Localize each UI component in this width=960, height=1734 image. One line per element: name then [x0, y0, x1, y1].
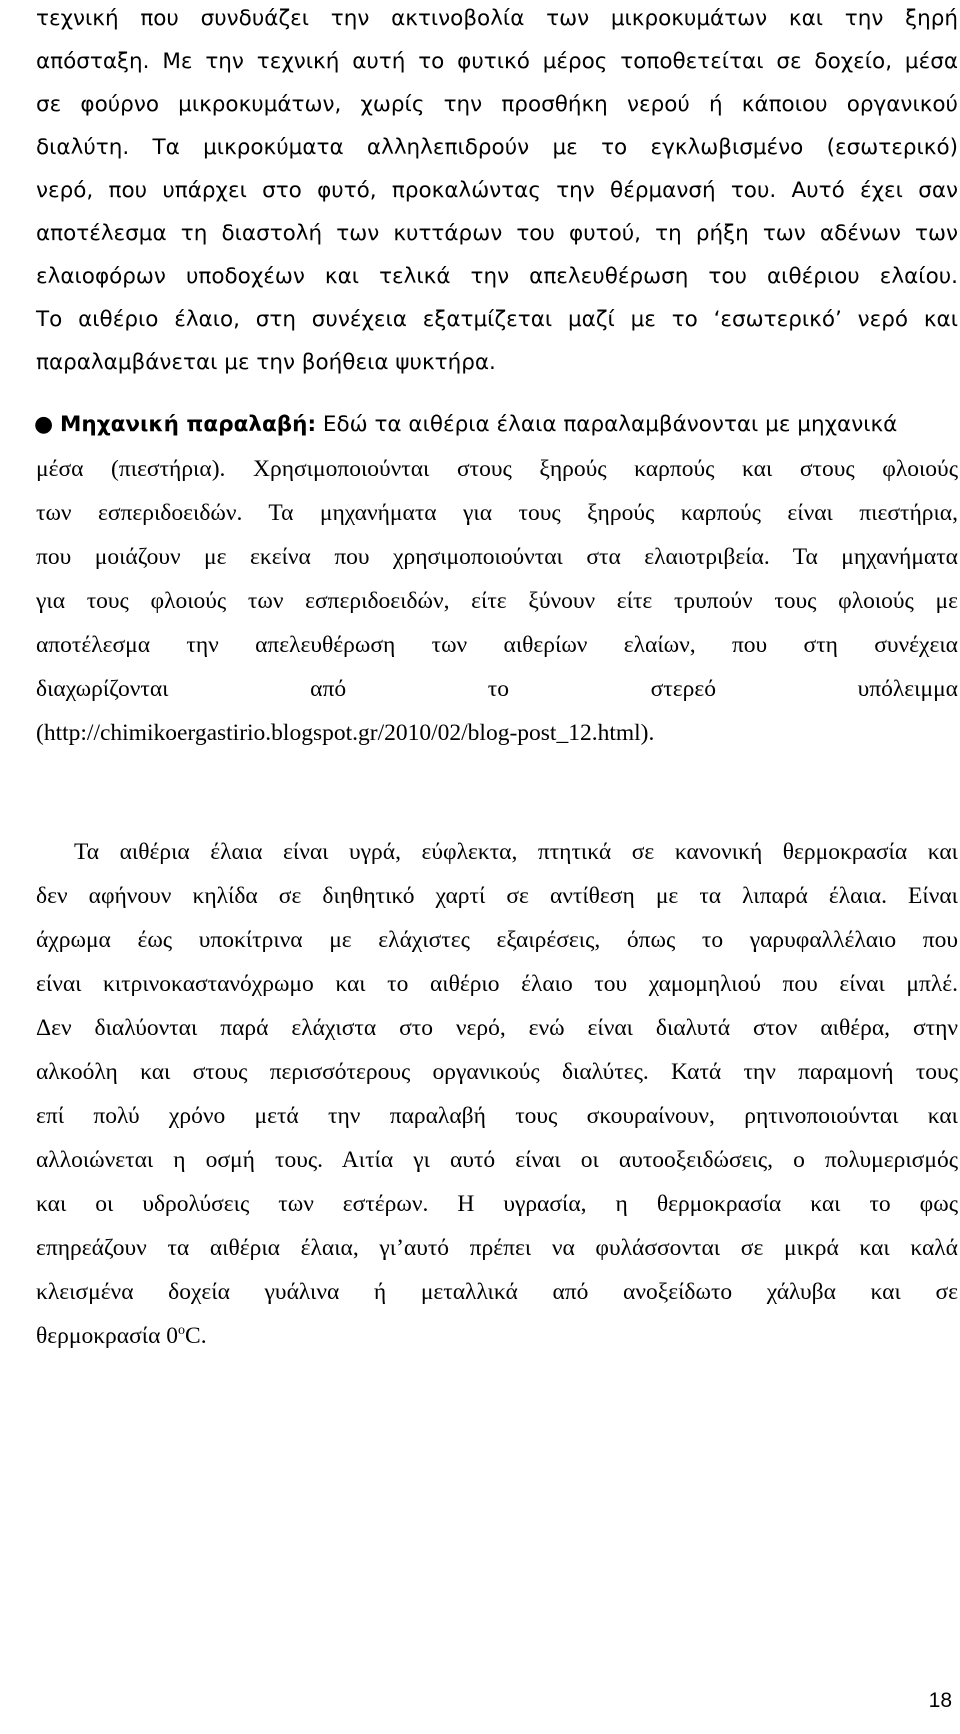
paragraph-line: είναι κιτρινοκαστανόχρωμο και το αιθέριο έλαιο του χαμομηλιού που είναι μπλέ. [36, 971, 958, 997]
source-url: (http://chimikoergastirio.blogspot.gr/2010/02/blog-post_12.html). [36, 720, 655, 746]
paragraph-line: αποτέλεσμα τη διαστολή των κυττάρων του φυτού, τη ρήξη των αδένων των [36, 221, 958, 246]
paragraph-line: διαλύτη. Τα μικροκύματα αλληλεπιδρούν με το εγκλωβισμένο (εσωτερικό) [36, 135, 958, 160]
paragraph-line: επί πολύ χρόνο μετά την παραλαβή τους σκουραίνουν, ρητινοποιούνται και [36, 1103, 958, 1129]
degree-sup: o [178, 1323, 186, 1338]
paragraph-line: άχρωμα έως υποκίτρινα με ελάχιστες εξαιρέσεις, όπως το γαρυφαλλέλαιο που [36, 927, 958, 953]
paragraph-line: παραλαμβάνεται με την βοήθεια ψυκτήρα. [36, 350, 496, 375]
paragraph-line: δεν αφήνουν κηλίδα σε διηθητικό χαρτί σε αντίθεση με τα λιπαρά έλαια. Είναι [36, 883, 958, 909]
paragraph-line: κλεισμένα δοχεία γυάλινα ή μεταλλικά από ανοξείδωτο χάλυβα και σε [36, 1279, 958, 1305]
paragraph-line: τεχνική που συνδυάζει την ακτινοβολία των μικροκυμάτων και την ξηρή [36, 6, 958, 31]
bullet-dot-icon: ● [34, 412, 54, 437]
bullet-line: των εσπεριδοειδών. Τα μηχανήματα για τους ξηρούς καρπούς είναι πιεστήρια, [36, 500, 958, 526]
paragraph-line: απόσταξη. Με την τεχνική αυτή το φυτικό μέρος τοποθετείται σε δοχείο, μέσα [36, 49, 958, 74]
bullet-line: μέσα (πιεστήρια). Χρησιμοποιούνται στους ξηρούς καρπούς και στους φλοιούς [36, 456, 958, 482]
bullet-line: για τους φλοιούς των εσπεριδοειδών, είτε ξύνουν είτε τρυπούν τους φλοιούς με [36, 588, 958, 614]
temperature-text: θερμοκρασία 0 [36, 1323, 179, 1349]
bullet-term: Μηχανική παραλαβή: [60, 412, 317, 437]
paragraph-last-line [36, 1323, 958, 1349]
paragraph-line: Το αιθέριο έλαιο, στη συνέχεια εξατμίζεται μαζί με το ‘εσωτερικό’ νερό και [36, 307, 958, 332]
bullet-line: που μοιάζουν με εκείνα που χρησιμοποιούνται στα ελαιοτριβεία. Τα μηχανήματα [36, 544, 958, 570]
bullet-first-line: Εδώ τα αιθέρια έλαια παραλαμβάνονται με μηχανικά [316, 412, 898, 437]
paragraph-line: αλκοόλη και στους περισσότερους οργανικούς διαλύτες. Κατά την παραμονή τους [36, 1059, 958, 1085]
bullet-line: διαχωρίζονται από το στερεό υπόλειμμα [36, 676, 958, 702]
paragraph-line: Δεν διαλύονται παρά ελάχιστα στο νερό, ενώ είναι διαλυτά στον αιθέρα, στην [36, 1015, 958, 1041]
paragraph-line: αλλοιώνεται η οσμή τους. Αιτία γι αυτό είναι οι αυτοοξειδώσεις, ο πολυμερισμός [36, 1147, 958, 1173]
bullet-line: αποτέλεσμα την απελευθέρωση των αιθερίων ελαίων, που στη συνέχεια [36, 632, 958, 658]
paragraph-line: και οι υδρολύσεις των εστέρων. Η υγρασία, η θερμοκρασία και το φως [36, 1191, 958, 1217]
temperature-unit: C. [185, 1323, 207, 1349]
page-number: 18 [928, 1689, 952, 1712]
paragraph-line: επηρεάζουν τα αιθέρια έλαια, γι’αυτό πρέπει να φυλάσσονται σε μικρά και καλά [36, 1235, 958, 1261]
paragraph-line: σε φούρνο μικροκυμάτων, χωρίς την προσθήκη νερού ή κάποιου οργανικού [36, 92, 958, 117]
paragraph-line: ελαιοφόρων υποδοχέων και τελικά την απελευθέρωση του αιθέριου ελαίου. [36, 264, 958, 289]
paragraph-line: νερό, που υπάρχει στο φυτό, προκαλώντας την θέρμανσή του. Αυτό έχει σαν [36, 178, 958, 203]
paragraph-line: Τα αιθέρια έλαια είναι υγρά, εύφλεκτα, πτητικά σε κανονική θερμοκρασία και [74, 839, 958, 865]
